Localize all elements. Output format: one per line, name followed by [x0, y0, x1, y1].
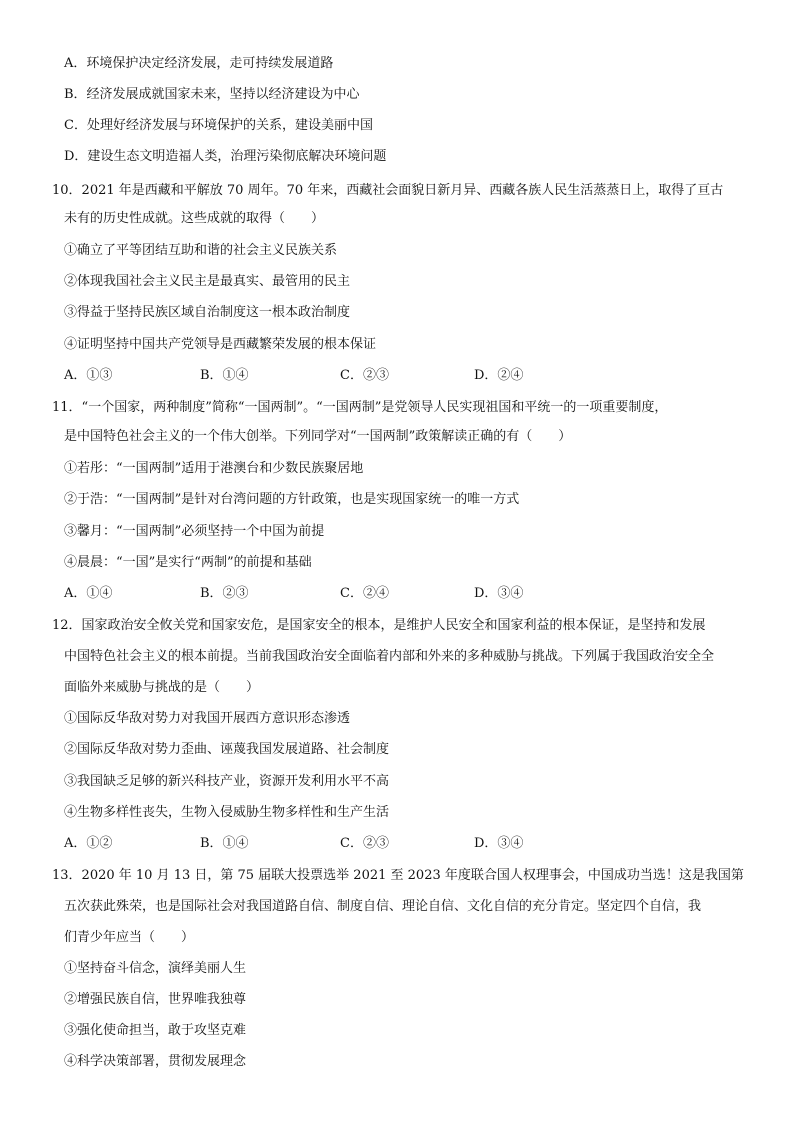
- option-b: B．经济发展成就国家未来，坚持以经济建设为中心: [64, 87, 360, 102]
- question-11-statement-1: ①若彤：“一国两制”适用于港澳台和少数民族聚居地: [64, 461, 364, 476]
- option-c: C．处理好经济发展与环境保护的关系，建设美丽中国: [64, 118, 373, 133]
- question-12-stem-line-3: 面临外来威胁与挑战的是（ ）: [64, 680, 260, 695]
- option-d: D．建设生态文明造福人类，治理污染彻底解决环境问题: [64, 149, 387, 164]
- choice-a: A．①③: [64, 368, 113, 383]
- choice-b: B．①④: [200, 368, 249, 383]
- question-13-statement-1: ①坚持奋斗信念，演绎美丽人生: [64, 961, 247, 976]
- choice-c: C．②③: [340, 368, 389, 383]
- question-13-statement-3: ③强化使命担当，敢于攻坚克难: [64, 1023, 247, 1038]
- choice-c: C．②③: [340, 836, 389, 851]
- question-11-statement-2: ②于浩：“一国两制”是针对台湾问题的方针政策，也是实现国家统一的唯一方式: [64, 492, 520, 507]
- question-10-stem-line-2: 未有的历史性成就。这些成就的取得（ ）: [64, 211, 325, 226]
- question-13-stem-line-2: 五次获此殊荣，也是国际社会对我国道路自信、制度自信、理论自信、文化自信的充分肯定。坚定四个自信，我: [64, 899, 702, 914]
- question-11-statement-3: ③馨月：“一国两制”必须坚持一个中国为前提: [64, 524, 325, 539]
- question-11-stem-line-2: 是中国特色社会主义的一个伟大创举。下列同学对“一国两制”政策解读正确的有（ ）: [64, 429, 572, 444]
- question-11-statement-4: ④晨晨：“一国”是实行“两制”的前提和基础: [64, 555, 312, 570]
- choice-d: D．②④: [474, 368, 524, 383]
- question-11-stem-line-1: 11．“一个国家，两种制度”简称“一国两制”。“一国两制”是党领导人民实现祖国和平统一的一项重要制度，: [52, 400, 668, 415]
- question-13-statement-4: ④科学决策部署，贯彻发展理念: [64, 1054, 247, 1069]
- choice-d: D．③④: [474, 836, 524, 851]
- question-13-statement-2: ②增强民族自信，世界唯我独尊: [64, 992, 247, 1007]
- question-10-statement-1: ①确立了平等团结互助和谐的社会主义民族关系: [64, 243, 338, 258]
- question-12-statement-1: ①国际反华敌对势力对我国开展西方意识形态渗透: [64, 711, 351, 726]
- choice-b: B．①④: [200, 836, 249, 851]
- option-a: A．环境保护决定经济发展，走可持续发展道路: [64, 56, 334, 71]
- question-10-statement-2: ②体现我国社会主义民主是最真实、最管用的民主: [64, 274, 351, 289]
- choice-d: D．③④: [474, 586, 524, 601]
- choice-b: B．②③: [200, 586, 249, 601]
- question-10-stem-line-1: 10．2021 年是西藏和平解放 70 周年。70 年来，西藏社会面貌日新月异、西藏各族人民生活蒸蒸日上，取得了亘古: [52, 183, 724, 198]
- question-13-stem-line-1: 13．2020 年 10 月 13 日，第 75 届联大投票选举 2021 至 2023 年度联合国人权理事会，中国成功当选！这是我国第: [52, 868, 744, 883]
- question-12-stem-line-1: 12．国家政治安全攸关党和国家安危，是国家安全的根本，是维护人民安全和国家利益的根本保证，是坚持和发展: [52, 618, 706, 633]
- question-10-statement-3: ③得益于坚持民族区域自治制度这一根本政治制度: [64, 305, 351, 320]
- choice-c: C．②④: [340, 586, 389, 601]
- question-12-statement-3: ③我国缺乏足够的新兴科技产业，资源开发利用水平不高: [64, 774, 390, 789]
- question-12-stem-line-2: 中国特色社会主义的根本前提。当前我国政治安全面临着内部和外来的多种威胁与挑战。下列属于我国政治安全全: [64, 649, 715, 664]
- question-10-statement-4: ④证明坚持中国共产党领导是西藏繁荣发展的根本保证: [64, 337, 377, 352]
- question-12-statement-2: ②国际反华敌对势力歪曲、诬蔑我国发展道路、社会制度: [64, 742, 390, 757]
- choice-a: A．①④: [64, 586, 113, 601]
- question-13-stem-line-3: 们青少年应当（ ）: [64, 930, 195, 945]
- choice-a: A．①②: [64, 836, 113, 851]
- question-12-statement-4: ④生物多样性丧失，生物入侵威胁生物多样性和生产生活: [64, 805, 390, 820]
